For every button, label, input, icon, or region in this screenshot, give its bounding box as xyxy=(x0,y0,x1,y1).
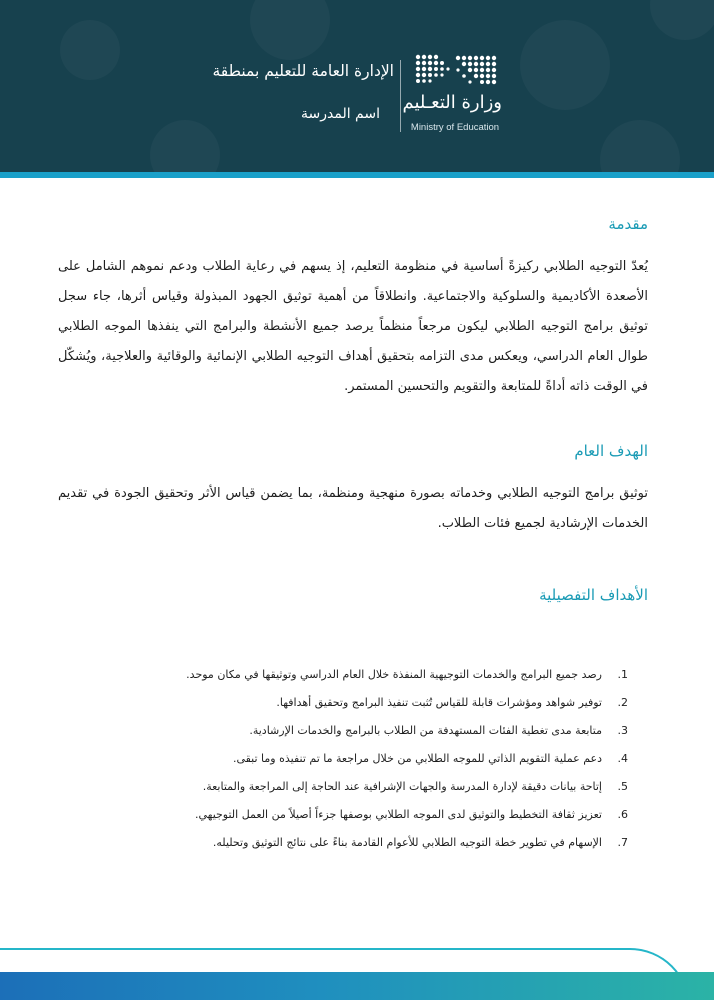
logo-divider xyxy=(400,60,401,132)
list-item-number: 3. xyxy=(617,723,628,737)
list-item-number: 1. xyxy=(617,667,628,681)
decorative-circle xyxy=(600,120,680,176)
list-item-text: الإسهام في تطوير خطة التوجيه الطلابي للأعوام القادمة بناءً على نتائج التوثيق وتحليله. xyxy=(212,835,602,849)
admin-title: الإدارة العامة للتعليم بمنطقة xyxy=(212,62,394,80)
list-item-text: رصد جميع البرامج والخدمات التوجيهية المنفذة خلال العام الدراسي وتوثيقها في مكان موحد. xyxy=(186,667,602,681)
ministry-logo xyxy=(404,52,504,140)
decorative-circle xyxy=(520,20,610,110)
list-item-number: 4. xyxy=(617,751,628,765)
header-accent-bar xyxy=(0,172,714,178)
list-item-number: 2. xyxy=(617,695,628,709)
school-name: اسم المدرسة xyxy=(301,106,380,122)
list-item xyxy=(148,828,628,856)
objectives-title: الأهداف التفصيلية xyxy=(539,586,648,604)
list-item-text: إتاحة بيانات دقيقة لإدارة المدرسة والجهات الإشرافية عند الحاجة إلى المراجعة والمتابعة. xyxy=(202,779,602,793)
intro-paragraph: يُعدّ التوجيه الطلابي ركيزةً أساسية في منظومة التعليم، إذ يسهم في رعاية الطلاب ودعم نموهم الشامل على الأصعدة الأكاديمية والسلوكية والاجتماعية. وانطلاقاً من أهمية توثيق الجهود المبذولة وقياس أثرها، جاء سجل توثيق برامج التوجيه الطلابي ليكون مرجعاً منظماً يرصد جميع الأنشطة والبرامج التي ينفذها الموجه الطلابي طوال العام الدراسي، ويعكس مدى التزامه بتحقيق أهداف التوجيه الطلابي الإنمائية والوقائية والعلاجية، ويُشكّل في الوقت ذاته أداةً للمتابعة والتقويم والتحسين المستمر. xyxy=(58,259,648,394)
list-item-text: توفير شواهد ومؤشرات قابلة للقياس تُثبت تنفيذ البرامج وتحقيق أهدافها. xyxy=(276,695,602,709)
decorative-circle xyxy=(60,20,120,80)
decorative-circle xyxy=(250,0,330,60)
list-item-text: تعزيز ثقافة التخطيط والتوثيق لدى الموجه الطلابي بوصفها جزءاً أصيلاً من العمل التوجيهي. xyxy=(194,807,602,821)
list-item xyxy=(148,688,628,716)
list-item-number: 6. xyxy=(617,807,628,821)
ministry-logo-dots-icon xyxy=(412,52,500,88)
footer-gradient-band xyxy=(0,972,714,1000)
list-item-text: متابعة مدى تغطية الفئات المستهدفة من الطلاب بالبرامج والخدمات الإرشادية. xyxy=(249,723,602,737)
list-item-text: دعم عملية التقويم الذاتي للموجه الطلابي من خلال مراجعة ما تم تنفيذه وما تبقى. xyxy=(232,751,602,765)
list-item-number: 7. xyxy=(617,835,628,849)
objectives-list xyxy=(148,660,628,856)
list-item-number: 5. xyxy=(617,779,628,793)
ministry-logo-arabic: وزارة التعـليم xyxy=(402,92,502,113)
decorative-circle xyxy=(650,0,714,40)
page-footer xyxy=(0,948,714,1000)
general-goal-paragraph: توثيق برامج التوجيه الطلابي وخدماته بصورة منهجية ومنظمة، بما يضمن قياس الأثر وتحقيق الجودة في تقديم الخدمات الإرشادية لجميع فئات الطلاب. xyxy=(58,486,648,531)
list-item xyxy=(148,660,628,688)
general-goal-title: الهدف العام xyxy=(574,442,648,460)
ministry-logo-english: Ministry of Education xyxy=(410,122,500,133)
list-item xyxy=(148,800,628,828)
decorative-circle xyxy=(150,120,220,176)
page-header xyxy=(0,0,714,176)
list-item xyxy=(148,772,628,800)
intro-title: مقدمة xyxy=(608,215,648,233)
list-item xyxy=(148,744,628,772)
list-item xyxy=(148,716,628,744)
